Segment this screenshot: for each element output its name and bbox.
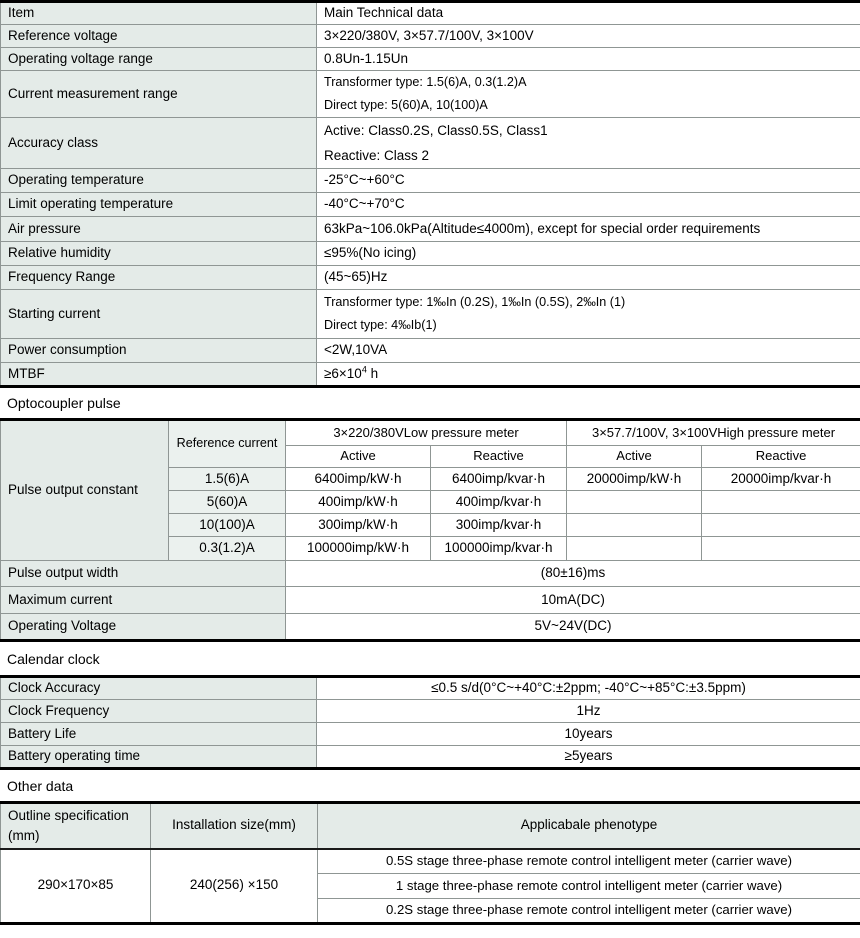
spec-label: Pulse output width <box>1 561 286 587</box>
high-pressure-group-header: 3×57.7/100V, 3×100VHigh pressure meter <box>567 420 860 446</box>
pulse-constant-value: 20000imp/kvar·h <box>702 468 860 491</box>
table-row <box>1 217 860 242</box>
reference-current-header: Reference current <box>169 420 286 468</box>
spec-label: MTBF <box>1 363 317 387</box>
spec-value: 63kPa~106.0kPa(Altitude≤4000m), except for special order requirements <box>317 217 860 242</box>
table-row <box>1 746 860 769</box>
table-row <box>1 723 860 746</box>
pulse-constant-value: 100000imp/kvar·h <box>431 537 567 561</box>
other-data-table <box>0 801 860 925</box>
spec-label: Accuracy class <box>1 118 317 169</box>
table-row <box>1 849 860 874</box>
pulse-constant-value: 400imp/kW·h <box>286 491 431 514</box>
spec-value: 10mA(DC) <box>286 587 860 614</box>
mtbf-suffix: h <box>366 365 379 381</box>
spec-label: Frequency Range <box>1 266 317 290</box>
active-column-header: Active <box>286 446 431 468</box>
spec-value: ≤95%(No icing) <box>317 242 860 266</box>
pulse-constant-value <box>567 537 702 561</box>
spec-value-line: Direct type: 4‰Ib(1) <box>324 318 437 332</box>
column-header-phenotype: Applicabale phenotype <box>318 803 860 849</box>
pulse-constant-value: 6400imp/kW·h <box>286 468 431 491</box>
table-row <box>1 614 860 641</box>
table-row <box>1 169 860 193</box>
table-row <box>1 677 860 700</box>
pulse-constant-value: 400imp/kvar·h <box>431 491 567 514</box>
column-header-installation: Installation size(mm) <box>151 803 318 849</box>
spec-label: Operating Voltage <box>1 614 286 641</box>
table-row <box>1 290 860 339</box>
reactive-column-header: Reactive <box>702 446 860 468</box>
section-title-other-data: Other data <box>7 777 74 794</box>
table-row <box>1 118 860 169</box>
reference-current-value: 5(60)A <box>169 491 286 514</box>
spec-value: 0.8Un-1.15Un <box>317 48 860 71</box>
spec-label: Operating voltage range <box>1 48 317 71</box>
spec-label: Operating temperature <box>1 169 317 193</box>
table-row <box>1 339 860 363</box>
active-column-header: Active <box>567 446 702 468</box>
spec-value: (45~65)Hz <box>317 266 860 290</box>
installation-size-value: 240(256) ×150 <box>151 849 318 924</box>
clock-row-label: Clock Accuracy <box>1 677 317 700</box>
table-row <box>1 242 860 266</box>
spec-value <box>317 118 860 169</box>
spec-value: 5V~24V(DC) <box>286 614 860 641</box>
spec-label: Starting current <box>1 290 317 339</box>
pulse-constant-value <box>702 514 860 537</box>
table-row <box>1 700 860 723</box>
reference-current-value: 10(100)A <box>169 514 286 537</box>
table-row <box>1 2 860 25</box>
spec-value <box>317 363 860 387</box>
table-row <box>1 71 860 118</box>
pulse-constant-value <box>702 491 860 514</box>
outline-spec-value: 290×170×85 <box>1 849 151 924</box>
clock-row-label: Clock Frequency <box>1 700 317 723</box>
column-header-outline: Outline specification (mm) <box>1 803 151 849</box>
section-title-optocoupler-pulse: Optocoupler pulse <box>7 395 121 411</box>
table-row <box>1 266 860 290</box>
low-pressure-group-header: 3×220/380VLow pressure meter <box>286 420 567 446</box>
table-row <box>1 561 860 587</box>
phenotype-value: 1 stage three-phase remote control intelligent meter (carrier wave) <box>318 874 860 899</box>
spec-value-line: Active: Class0.2S, Class0.5S, Class1 <box>324 123 548 138</box>
reference-current-value: 0.3(1.2)A <box>169 537 286 561</box>
spec-value-line: Reactive: Class 2 <box>324 148 430 163</box>
table-row <box>1 363 860 387</box>
spec-label: Power consumption <box>1 339 317 363</box>
pulse-constant-value: 100000imp/kW·h <box>286 537 431 561</box>
table-row <box>1 587 860 614</box>
spec-label: Reference voltage <box>1 25 317 48</box>
spec-label: Item <box>1 2 317 25</box>
pulse-output-constant-label: Pulse output constant <box>1 420 169 561</box>
phenotype-value: 0.2S stage three-phase remote control intelligent meter (carrier wave) <box>318 899 860 924</box>
spec-label: Current measurement range <box>1 71 317 118</box>
clock-row-label: Battery operating time <box>1 746 317 769</box>
spec-label: Relative humidity <box>1 242 317 266</box>
spec-label: Maximum current <box>1 587 286 614</box>
table-row <box>1 25 860 48</box>
spec-value-line: Transformer type: 1‰In (0.2S), 1‰In (0.5S), 2‰In (1) <box>324 295 626 309</box>
spec-value <box>317 71 860 118</box>
table-row <box>1 193 860 217</box>
spec-value-line: Direct type: 5(60)A, 10(100)A <box>324 98 488 112</box>
pulse-constant-value: 300imp/kvar·h <box>431 514 567 537</box>
clock-row-value: ≥5years <box>317 746 860 769</box>
spec-value: -40°C~+70°C <box>317 193 860 217</box>
spec-value: (80±16)ms <box>286 561 860 587</box>
spec-value: -25°C~+60°C <box>317 169 860 193</box>
mtbf-prefix: ≥6×10 <box>324 365 362 381</box>
spec-value: 3×220/380V, 3×57.7/100V, 3×100V <box>317 25 860 48</box>
optocoupler-pulse-table <box>0 418 860 642</box>
section-title-calendar-clock: Calendar clock <box>7 650 100 667</box>
reactive-column-header: Reactive <box>431 446 567 468</box>
clock-row-label: Battery Life <box>1 723 317 746</box>
spec-value: <2W,10VA <box>317 339 860 363</box>
pulse-constant-value <box>567 491 702 514</box>
phenotype-value: 0.5S stage three-phase remote control intelligent meter (carrier wave) <box>318 849 860 874</box>
table-row <box>1 48 860 71</box>
reference-current-value: 1.5(6)A <box>169 468 286 491</box>
clock-row-value: 1Hz <box>317 700 860 723</box>
main-technical-table <box>0 0 860 388</box>
pulse-constant-value: 20000imp/kW·h <box>567 468 702 491</box>
table-header-row <box>1 803 860 849</box>
pulse-constant-value: 300imp/kW·h <box>286 514 431 537</box>
table-row <box>1 420 860 446</box>
spec-value <box>317 290 860 339</box>
spec-value-line: Transformer type: 1.5(6)A, 0.3(1.2)A <box>324 75 527 89</box>
spec-value: Main Technical data <box>317 2 860 25</box>
mtbf-exponent: 4 <box>361 364 367 375</box>
pulse-constant-value <box>567 514 702 537</box>
clock-row-value: ≤0.5 s/d(0°C~+40°C:±2ppm; -40°C~+85°C:±3.5ppm) <box>317 677 860 700</box>
spec-label: Limit operating temperature <box>1 193 317 217</box>
pulse-constant-value <box>702 537 860 561</box>
clock-row-value: 10years <box>317 723 860 746</box>
spec-label: Air pressure <box>1 217 317 242</box>
pulse-constant-value: 6400imp/kvar·h <box>431 468 567 491</box>
calendar-clock-table <box>0 675 860 770</box>
